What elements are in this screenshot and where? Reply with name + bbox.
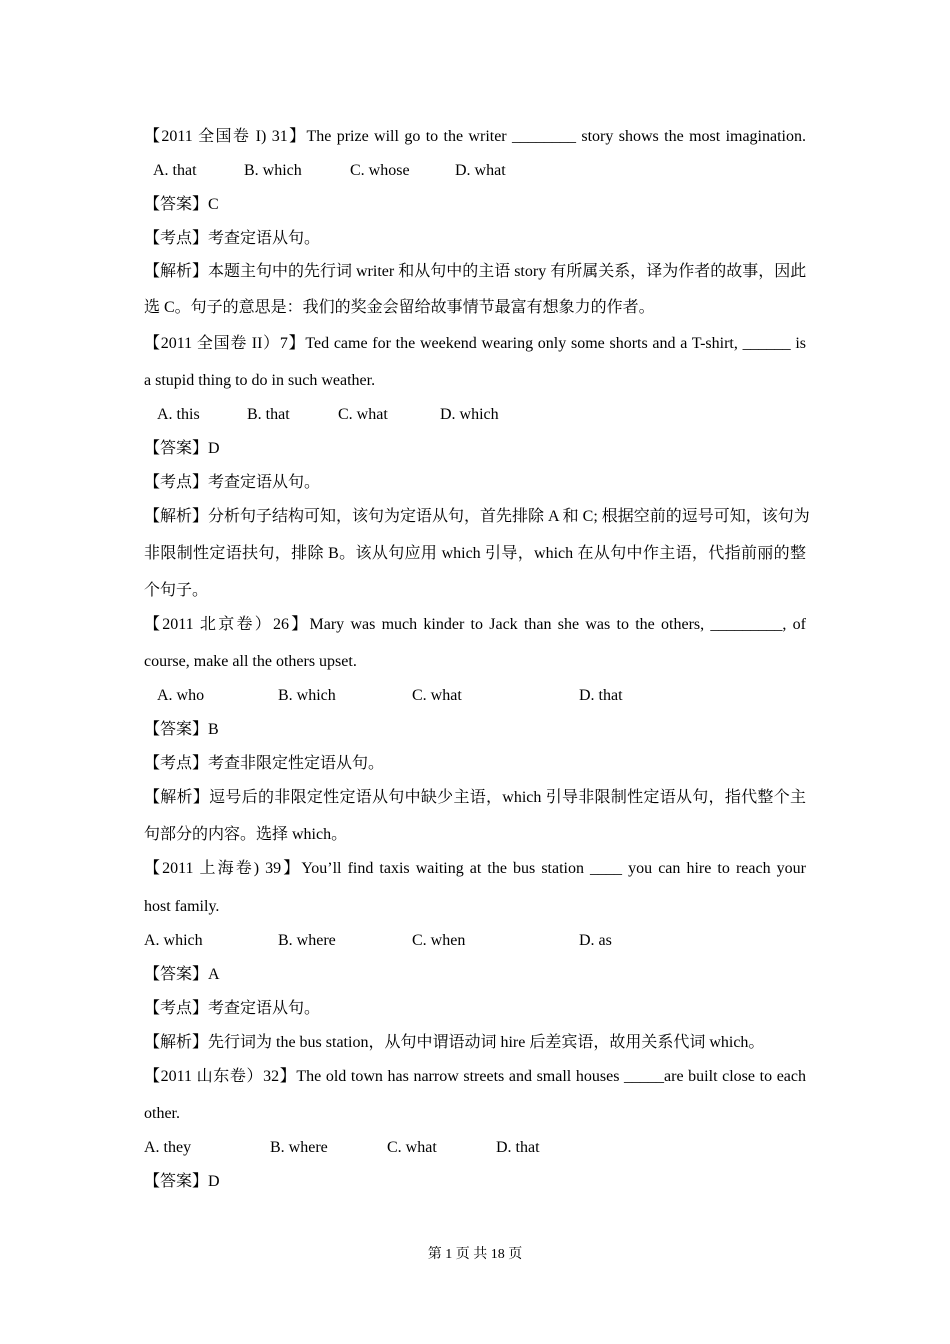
question-stem: 【2011 上海卷) 39】You’ll find taxis waiting at the bus station ____ you can hire to reach your [144,860,806,877]
question-stem-continued: other. [144,1105,180,1122]
option-c: C. whose [350,162,410,179]
option-b: B. which [278,687,336,704]
option-c: C. what [338,406,388,423]
explanation-line: 【解析】先行词为 the bus station，从句中谓语动词 hire 后差宾语，故用关系代词 which。 [144,1034,765,1051]
answer-line: 【答案】A [144,966,220,983]
option-b: B. that [247,406,290,423]
option-d: D. which [440,406,499,423]
option-d: D. that [496,1139,540,1156]
question-stem-continued: a stupid thing to do in such weather. [144,372,376,389]
options-row [144,161,806,181]
question-stem: 【2011 全国卷 I) 31】The prize will go to the writer ________ story shows the most imagination. [144,128,806,145]
question-stem-continued: host family. [144,898,220,915]
kaodian-line: 【考点】考查非限定性定语从句。 [144,755,385,772]
option-a: A. that [153,162,197,179]
option-d: D. that [579,687,623,704]
option-a: A. they [144,1139,192,1156]
option-c: C. what [387,1139,437,1156]
option-c: C. what [412,687,462,704]
answer-line: 【答案】D [144,1173,220,1190]
question-stem-continued: course, make all the others upset. [144,653,357,670]
kaodian-line: 【考点】考查定语从句。 [144,474,321,491]
explanation-line: 选 C。句子的意思是：我们的奖金会留给故事情节最富有想象力的作者。 [144,299,655,316]
option-a: A. who [157,687,205,704]
page-footer: 第 1 页 共 18 页 [427,1247,523,1262]
explanation-line: 【解析】本题主句中的先行词 writer 和从句中的主语 story 有所属关系，译为作者的故事，因此 [144,263,807,280]
options-row [144,1138,806,1158]
question-stem: 【2011 北京卷）26】Mary was much kinder to Jack than she was to the others, _________, of [144,616,806,633]
answer-line: 【答案】B [144,721,219,738]
explanation-line: 【解析】逗号后的非限定性定语从句中缺少主语，which 引导非限制性定语从句，指代整个主 [144,789,806,806]
options-row [144,931,806,951]
question-stem: 【2011 全国卷 II）7】Ted came for the weekend wearing only some shorts and a T-shirt, ______ is [144,335,806,352]
explanation-line: 句部分的内容。选择 which。 [144,826,348,843]
option-b: B. which [244,162,302,179]
question-stem: 【2011 山东卷）32】The old town has narrow streets and small houses _____are built close to each [144,1068,806,1085]
option-a: A. this [157,406,200,423]
explanation-line: 【解析】分析句子结构可知，该句为定语从句，首先排除 A 和 C; 根据空前的逗号可知，该句为 [144,508,810,525]
explanation-line: 非限制性定语扶句，排除 B。该从句应用 which 引导，which 在从句中作主语，代指前丽的整 [144,545,806,562]
option-b: B. where [278,932,336,949]
option-d: D. as [579,932,612,949]
answer-line: 【答案】C [144,196,219,213]
explanation-line: 个句子。 [144,582,209,599]
option-d: D. what [455,162,506,179]
option-b: B. where [270,1139,328,1156]
answer-line: 【答案】D [144,440,220,457]
kaodian-line: 【考点】考查定语从句。 [144,1000,321,1017]
option-c: C. when [412,932,466,949]
option-a: A. which [144,932,203,949]
options-row [144,686,806,706]
options-row [144,405,806,425]
kaodian-line: 【考点】考查定语从句。 [144,230,321,247]
